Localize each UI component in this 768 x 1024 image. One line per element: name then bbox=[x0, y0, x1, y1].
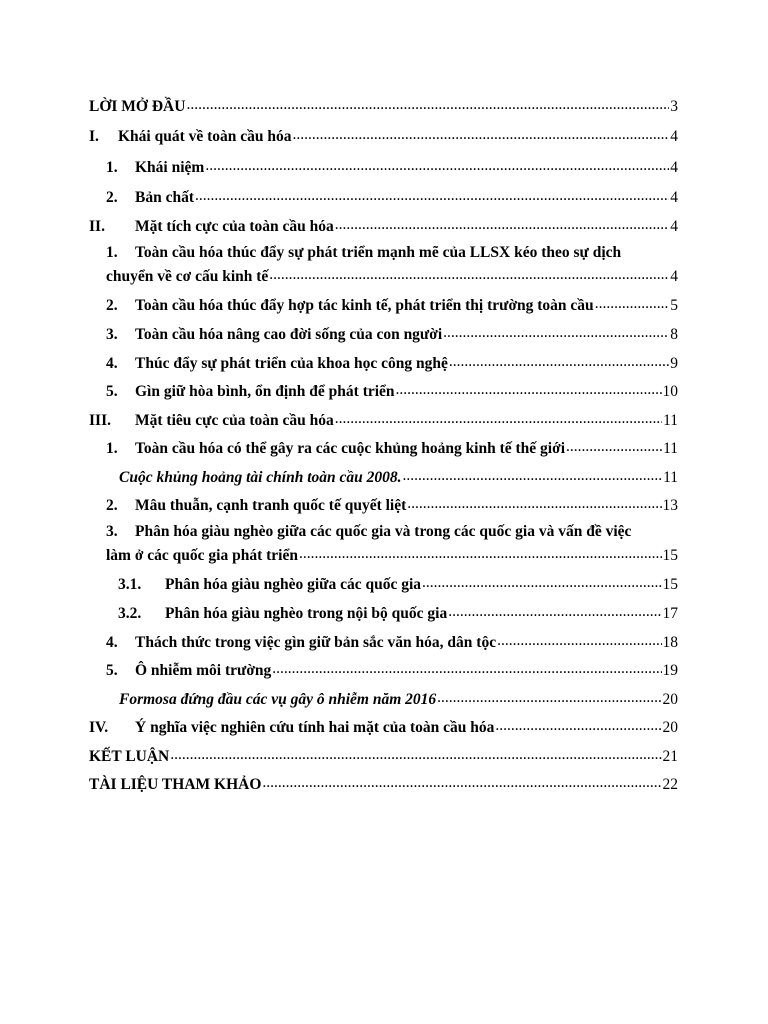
toc-entry-section-4[interactable] bbox=[89, 716, 678, 737]
toc-leader-dots bbox=[335, 215, 670, 231]
toc-leader-dots bbox=[170, 745, 661, 761]
toc-entry-title: Toàn cầu hóa nâng cao đời sống của con người bbox=[135, 325, 443, 343]
toc-entry-title: Mặt tích cực của toàn cầu hóa bbox=[135, 217, 334, 235]
toc-leader-dots bbox=[595, 294, 670, 310]
toc-entry-section-2[interactable] bbox=[89, 215, 678, 236]
toc-entry-title: làm ở các quốc gia phát triển bbox=[106, 546, 298, 564]
toc-entry-section-3-1[interactable] bbox=[106, 437, 678, 458]
toc-leader-dots bbox=[422, 573, 661, 589]
toc-entry-page: 22 bbox=[662, 775, 678, 793]
toc-entry-number: I. bbox=[89, 127, 99, 145]
toc-entry-section-2-5[interactable] bbox=[106, 380, 678, 401]
toc-entry-number: 1. bbox=[106, 439, 118, 457]
toc-entry-title: LỜI MỞ ĐẦU bbox=[89, 97, 186, 115]
toc-entry-number: 1. bbox=[106, 244, 118, 261]
toc-entry-section-2-2[interactable] bbox=[106, 294, 678, 315]
toc-entry-section-2-4[interactable] bbox=[106, 352, 678, 373]
toc-leader-dots bbox=[269, 265, 669, 281]
toc-entry-page: 15 bbox=[662, 546, 678, 564]
toc-entry-section-1[interactable] bbox=[89, 125, 678, 146]
toc-entry-title: Khái niệm bbox=[135, 158, 205, 176]
toc-entry-page: 4 bbox=[670, 188, 678, 206]
toc-entry-page: 8 bbox=[670, 325, 678, 343]
toc-entry-title: chuyển về cơ cấu kinh tế bbox=[106, 267, 269, 285]
toc-entry-page: 11 bbox=[663, 411, 678, 429]
toc-entry-page: 20 bbox=[662, 690, 678, 708]
toc-entry-title-line1: Phân hóa giàu nghèo giữa các quốc gia và trong các quốc gia và vấn đề việc bbox=[135, 523, 632, 540]
toc-entry-section-3-2[interactable] bbox=[106, 494, 678, 515]
toc-entry-page: 4 bbox=[670, 158, 678, 176]
toc-leader-dots bbox=[335, 409, 662, 425]
toc-entry-number: II. bbox=[89, 217, 105, 235]
toc-entry-page: 17 bbox=[662, 604, 678, 622]
toc-entry-title: TÀI LIỆU THAM KHẢO bbox=[89, 775, 262, 793]
toc-entry-page: 10 bbox=[662, 382, 678, 400]
toc-entry-title: Mâu thuẫn, cạnh tranh quốc tế quyết liệt bbox=[135, 496, 407, 514]
toc-entry-section-3-4[interactable] bbox=[106, 631, 678, 652]
toc-entry-title: Cuộc khủng hoảng tài chính toàn cầu 2008. bbox=[119, 468, 402, 486]
toc-entry-page: 11 bbox=[663, 439, 678, 457]
toc-entry-title: Toàn cầu hóa có thể gây ra các cuộc khủng hoảng kinh tế thế giới bbox=[135, 439, 566, 457]
toc-entry-page: 11 bbox=[663, 468, 678, 486]
toc-entry-page: 15 bbox=[662, 575, 678, 593]
toc-entry-title: Thúc đẩy sự phát triển của khoa học công nghệ bbox=[135, 354, 448, 372]
toc-entry-number: III. bbox=[89, 411, 111, 429]
toc-entry-page: 21 bbox=[662, 747, 678, 765]
toc-entry-section-1-2[interactable] bbox=[106, 186, 678, 207]
toc-leader-dots bbox=[205, 156, 669, 172]
toc-entry-section-2-3[interactable] bbox=[106, 323, 678, 344]
toc-entry-section-3-3-1[interactable] bbox=[118, 573, 678, 594]
toc-entry-page: 4 bbox=[670, 217, 678, 235]
toc-leader-dots bbox=[195, 186, 669, 202]
toc-entry-title: Ý nghĩa việc nghiên cứu tính hai mặt của toàn cầu hóa bbox=[135, 718, 495, 736]
toc-entry-number: 2. bbox=[106, 188, 118, 206]
toc-entry-number: 5. bbox=[106, 382, 118, 400]
toc-entry-page: 13 bbox=[662, 496, 678, 514]
toc-leader-dots bbox=[407, 494, 661, 510]
toc-entry-number: 3. bbox=[106, 523, 118, 540]
toc-entry-section-2-1[interactable] bbox=[106, 265, 678, 286]
toc-entry-number: 4. bbox=[106, 354, 118, 372]
toc-entry-page: 3 bbox=[670, 97, 678, 115]
toc-entry-section-3-3[interactable] bbox=[106, 544, 678, 565]
toc-entry-title: Thách thức trong việc gìn giữ bản sắc văn hóa, dân tộc bbox=[135, 633, 497, 651]
toc-entry-number: 5. bbox=[106, 661, 118, 679]
toc-entry-title: Toàn cầu hóa thúc đẩy hợp tác kinh tế, phát triển thị trường toàn cầu bbox=[135, 296, 594, 314]
toc-entry-section-3-5-case[interactable] bbox=[119, 688, 678, 709]
toc-entry-page: 20 bbox=[662, 718, 678, 736]
toc-leader-dots bbox=[396, 380, 662, 396]
toc-entry-tai-lieu-tham-khao[interactable] bbox=[89, 773, 678, 794]
toc-entry-section-3-3-line1[interactable] bbox=[106, 522, 678, 541]
toc-entry-page: 4 bbox=[670, 267, 678, 285]
toc-leader-dots bbox=[272, 659, 661, 675]
toc-leader-dots bbox=[449, 352, 669, 368]
toc-entry-page: 19 bbox=[662, 661, 678, 679]
toc-entry-number: IV. bbox=[89, 718, 109, 736]
toc-entry-title: Bản chất bbox=[135, 188, 194, 206]
toc-entry-title: KẾT LUẬN bbox=[89, 747, 170, 765]
toc-entry-ket-luan[interactable] bbox=[89, 745, 678, 766]
toc-entry-page: 5 bbox=[670, 296, 678, 314]
toc-entry-page: 9 bbox=[670, 354, 678, 372]
toc-entry-title: Gìn giữ hòa bình, ổn định để phát triển bbox=[135, 382, 395, 400]
toc-entry-section-3-5[interactable] bbox=[106, 659, 678, 680]
toc-entry-section-3-3-2[interactable] bbox=[118, 602, 678, 623]
toc-leader-dots bbox=[448, 602, 661, 618]
toc-entry-section-1-1[interactable] bbox=[106, 156, 678, 177]
toc-entry-number: 2. bbox=[106, 496, 118, 514]
toc-entry-loi-mo-dau[interactable] bbox=[89, 95, 678, 116]
toc-entry-title: Khái quát về toàn cầu hóa bbox=[118, 127, 292, 145]
toc-entry-page: 4 bbox=[670, 127, 678, 145]
toc-entry-title: Formosa đứng đầu các vụ gây ô nhiễm năm 2016 bbox=[119, 690, 437, 708]
toc-entry-title: Phân hóa giàu nghèo giữa các quốc gia bbox=[165, 575, 422, 593]
toc-entry-title: Mặt tiêu cực của toàn cầu hóa bbox=[135, 411, 334, 429]
toc-leader-dots bbox=[262, 773, 661, 789]
toc-leader-dots bbox=[293, 125, 670, 141]
toc-entry-title: Ô nhiễm môi trường bbox=[135, 661, 272, 679]
toc-entry-section-3-1-case[interactable] bbox=[119, 466, 678, 487]
toc-entry-number: 3. bbox=[106, 325, 118, 343]
toc-entry-number: 1. bbox=[106, 158, 118, 176]
toc-entry-section-3[interactable] bbox=[89, 409, 678, 430]
toc-leader-dots bbox=[495, 716, 661, 732]
toc-leader-dots bbox=[299, 544, 662, 560]
toc-entry-title-line1: Toàn cầu hóa thúc đẩy sự phát triển mạnh mẽ của LLSX kéo theo sự dịch bbox=[135, 244, 622, 261]
toc-leader-dots bbox=[186, 95, 669, 111]
toc-entry-title: Phân hóa giàu nghèo trong nội bộ quốc gia bbox=[165, 604, 448, 622]
toc-leader-dots bbox=[437, 688, 661, 704]
toc-entry-number: 3.1. bbox=[118, 575, 142, 593]
toc-leader-dots bbox=[566, 437, 662, 453]
toc-entry-section-2-1-line1[interactable] bbox=[106, 243, 678, 262]
toc-entry-number: 3.2. bbox=[118, 604, 142, 622]
toc-entry-number: 2. bbox=[106, 296, 118, 314]
toc-leader-dots bbox=[403, 466, 663, 482]
toc-leader-dots bbox=[443, 323, 669, 339]
toc-entry-number: 4. bbox=[106, 633, 118, 651]
toc-leader-dots bbox=[497, 631, 661, 647]
toc-entry-page: 18 bbox=[662, 633, 678, 651]
